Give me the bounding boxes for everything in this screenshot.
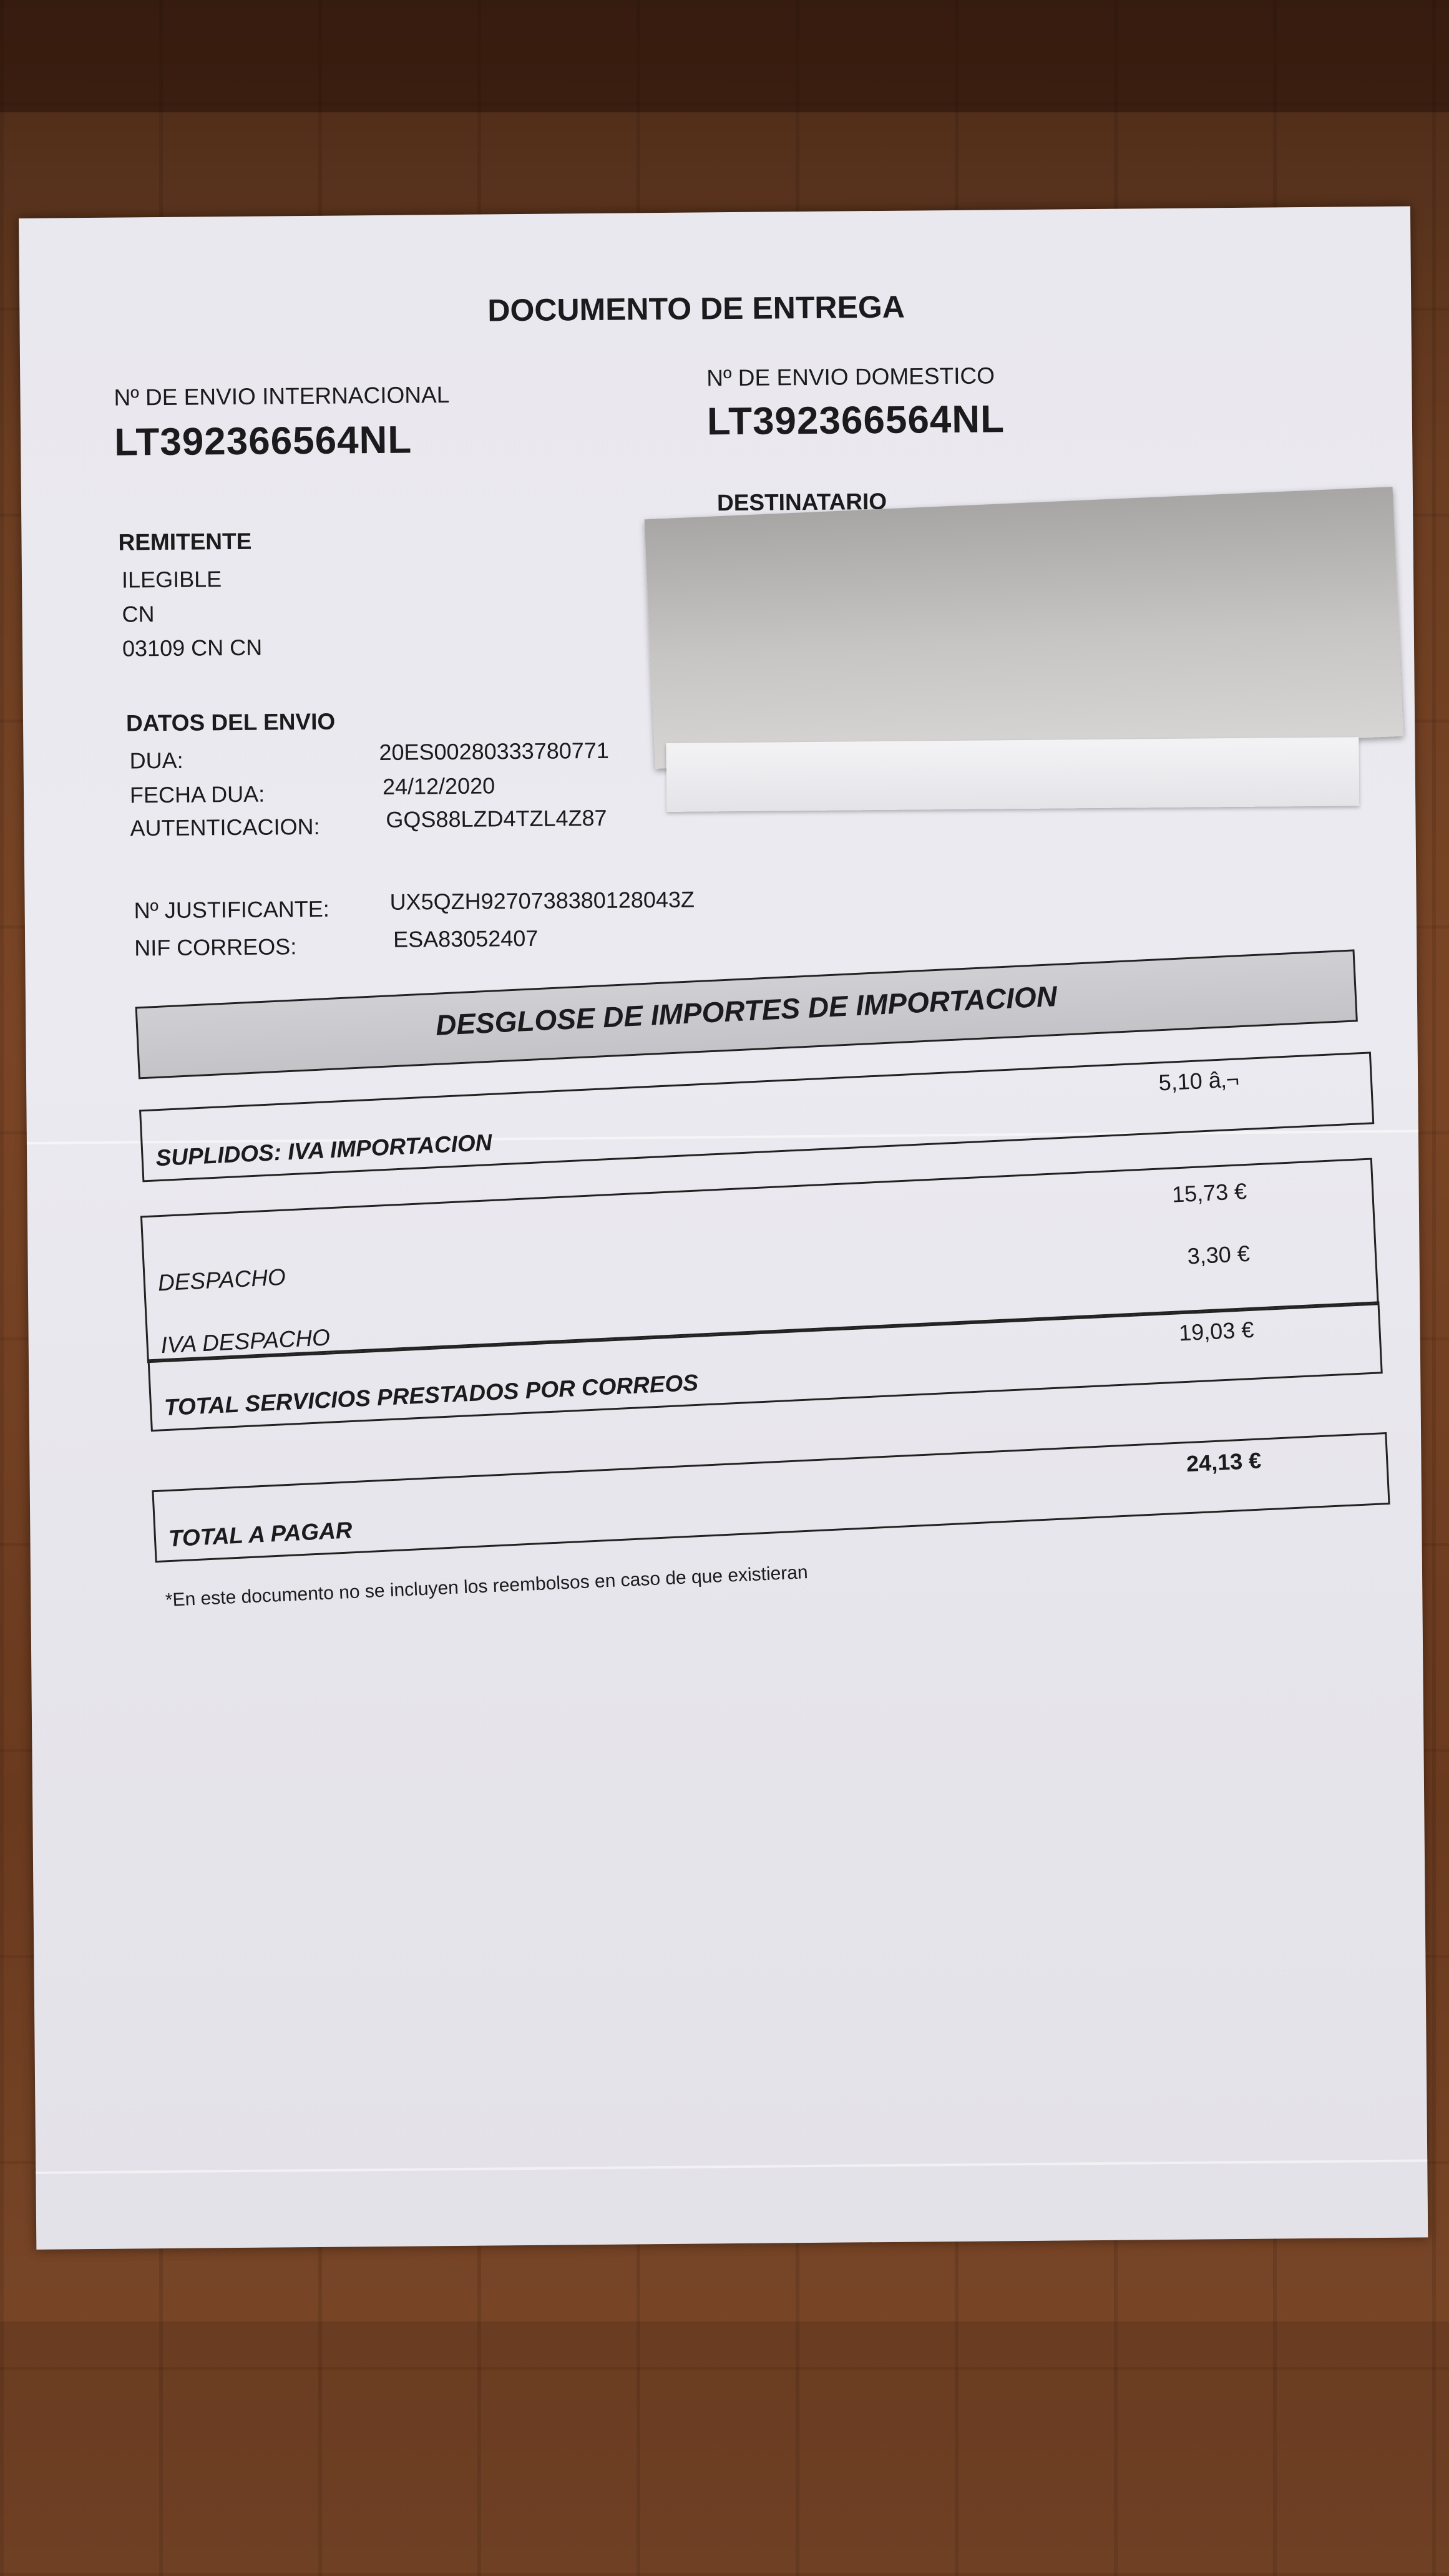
suplidos-amount: 5,10 â‚¬	[1158, 1066, 1240, 1096]
services-total-label: TOTAL SERVICIOS PRESTADOS POR CORREOS	[163, 1369, 699, 1421]
grand-total-label: TOTAL A PAGAR	[168, 1517, 353, 1552]
breakdown-title: DESGLOSE DE IMPORTES DE IMPORTACION	[434, 979, 1058, 1042]
iva-despacho-label: IVA DESPACHO	[160, 1324, 331, 1359]
sender-country: CN	[122, 601, 155, 627]
dua-date-label: FECHA DUA:	[129, 781, 265, 808]
recipient-label: DESTINATARIO	[716, 488, 887, 516]
services-total-amount: 19,03 €	[1178, 1316, 1255, 1346]
domestic-shipment-number: LT392366564NL	[706, 398, 1005, 444]
intl-shipment-number: LT392366564NL	[114, 418, 412, 464]
grand-total-amount: 24,13 €	[1186, 1447, 1262, 1477]
receipt-number-value: UX5QZH9270738380128043Z	[389, 886, 695, 915]
domestic-shipment-label: Nº DE ENVIO DOMESTICO	[706, 363, 995, 391]
dua-date-value: 24/12/2020	[382, 773, 495, 799]
dua-label: DUA:	[129, 747, 183, 774]
auth-value: GQS88LZD4TZL4Z87	[386, 804, 607, 832]
grand-total-box	[152, 1432, 1390, 1563]
dua-value: 20ES00280333780771	[379, 737, 610, 765]
nif-value: ESA83052407	[393, 925, 539, 952]
breakdown-banner	[135, 949, 1358, 1079]
despacho-amount: 15,73 €	[1171, 1178, 1247, 1208]
iva-despacho-amount: 3,30 €	[1186, 1240, 1251, 1269]
suplidos-box	[139, 1051, 1374, 1182]
footnote: *En este documento no se incluyen los reembolsos en caso de que existieran	[165, 1562, 809, 1611]
despacho-label: DESPACHO	[157, 1264, 286, 1296]
redaction-paper-edge	[666, 737, 1359, 812]
receipt-number-label: Nº JUSTIFICANTE:	[134, 895, 330, 924]
document-title: DOCUMENTO DE ENTREGA	[487, 289, 905, 328]
shipment-data-label: DATOS DEL ENVIO	[125, 708, 336, 736]
sender-label: REMITENTE	[118, 528, 252, 555]
delivery-document	[19, 207, 1428, 2250]
intl-shipment-label: Nº DE ENVIO INTERNACIONAL	[114, 381, 450, 411]
sender-postal: 03109 CN CN	[122, 634, 263, 661]
nif-label: NIF CORREOS:	[134, 934, 297, 961]
sender-name: ILEGIBLE	[121, 566, 222, 593]
suplidos-label: SUPLIDOS: IVA IMPORTACION	[155, 1129, 493, 1171]
redaction-paper	[645, 487, 1403, 769]
auth-label: AUTENTICACION:	[130, 813, 320, 841]
